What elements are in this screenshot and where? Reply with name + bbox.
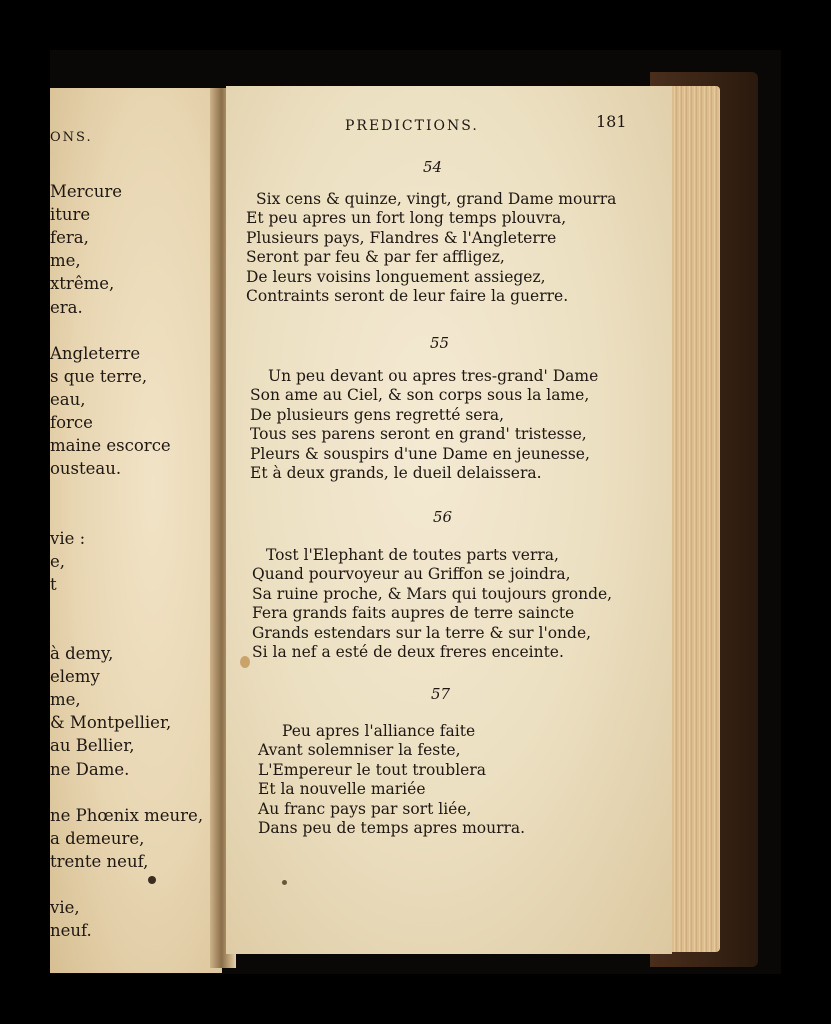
stanza-54 xyxy=(246,190,616,306)
left-page-line: Angleterre xyxy=(50,343,141,363)
verse-line: L'Empereur le tout troublera xyxy=(258,760,486,779)
ink-spot xyxy=(148,876,156,884)
verse-line: Avant solemniser la feste, xyxy=(258,741,461,760)
verse-line: Peu apres l'alliance faite xyxy=(282,722,476,740)
left-page-line: me, xyxy=(50,251,81,271)
verse-line: Sa ruine proche, & Mars qui toujours gronde, xyxy=(252,584,613,603)
left-page-line: me, xyxy=(50,690,81,710)
verse-line: Au franc pays par sort liée, xyxy=(258,799,472,818)
stanza-number: 56 xyxy=(433,508,453,526)
left-page-line: maine escorce xyxy=(50,436,171,456)
verse-line: Grands estendars sur la terre & sur l'onde, xyxy=(252,623,592,642)
left-page-line: iture xyxy=(50,205,91,225)
verse-line: Et à deux grands, le dueil delaissera. xyxy=(250,463,542,482)
left-page-line: & Montpellier, xyxy=(50,713,172,733)
left-page-line: e, xyxy=(50,551,66,571)
left-page-line: vie : xyxy=(50,528,86,548)
left-page-line: xtrême, xyxy=(50,274,115,294)
left-page-line: era. xyxy=(50,297,83,317)
stanza-57 xyxy=(258,722,525,838)
left-page-line: eau, xyxy=(50,389,86,409)
stain-spot xyxy=(240,656,250,668)
verse-line: Si la nef a esté de deux freres enceinte. xyxy=(252,642,564,661)
stanza-number: 54 xyxy=(423,158,443,176)
verse-line: De plusieurs gens regretté sera, xyxy=(250,405,505,424)
left-page xyxy=(50,88,222,973)
left-page-line: au Bellier, xyxy=(50,736,135,756)
verse-line: Contraints seront de leur faire la guerre. xyxy=(246,286,569,305)
verse-line: Dans peu de temps apres mourra. xyxy=(258,818,526,837)
left-page-header: ONS. xyxy=(50,130,93,145)
verse-line: Seront par feu & par fer affligez, xyxy=(246,248,505,267)
page-header: PREDICTIONS. xyxy=(345,118,479,134)
verse-line: Plusieurs pays, Flandres & l'Angleterre xyxy=(246,228,557,247)
stanza-55 xyxy=(250,367,598,483)
verse-line: Un peu devant ou apres tres-grand' Dame xyxy=(268,367,599,385)
stanza-number: 55 xyxy=(430,334,450,352)
verse-line: De leurs voisins longuement assiegez, xyxy=(246,267,546,286)
verse-line: Son ame au Ciel, & son corps sous la lame, xyxy=(250,386,590,405)
verse-line: Fera grands faits aupres de terre saincte xyxy=(252,604,575,623)
left-page-line: force xyxy=(50,413,93,432)
left-page-line: ousteau. xyxy=(50,459,122,479)
left-page-line: fera, xyxy=(50,228,89,248)
left-page-line: elemy xyxy=(50,667,100,687)
left-page-line: trente neuf, xyxy=(50,851,149,871)
left-page-line: ne Phœnix meure, xyxy=(50,805,204,825)
verse-line: Tous ses parens seront en grand' tristesse, xyxy=(250,425,587,444)
verse-line: Tost l'Elephant de toutes parts verra, xyxy=(266,546,559,564)
verse-line: Et la nouvelle mariée xyxy=(258,780,426,799)
page-number: 181 xyxy=(596,112,627,131)
left-page-line: s que terre, xyxy=(50,366,148,386)
left-page-line: Mercure xyxy=(50,182,123,201)
verse-line: Quand pourvoyeur au Griffon se joindra, xyxy=(252,565,571,584)
left-page-line: à demy, xyxy=(50,644,114,663)
left-page-line: t xyxy=(50,574,57,594)
verse-line: Et peu apres un fort long temps plouvra, xyxy=(246,209,567,228)
ink-spot-small xyxy=(282,880,287,885)
stanza-56 xyxy=(252,546,612,662)
verse-line: Pleurs & souspirs d'une Dame en jeunesse, xyxy=(250,444,590,463)
verse-line: Six cens & quinze, vingt, grand Dame mourra xyxy=(256,190,617,208)
left-page-line: ne Dame. xyxy=(50,759,130,779)
left-page-line: a demeure, xyxy=(50,828,145,848)
left-page-line: vie, xyxy=(50,898,80,918)
page-edges xyxy=(668,86,720,952)
left-page-line: neuf. xyxy=(50,921,92,941)
stanza-number: 57 xyxy=(431,685,451,703)
